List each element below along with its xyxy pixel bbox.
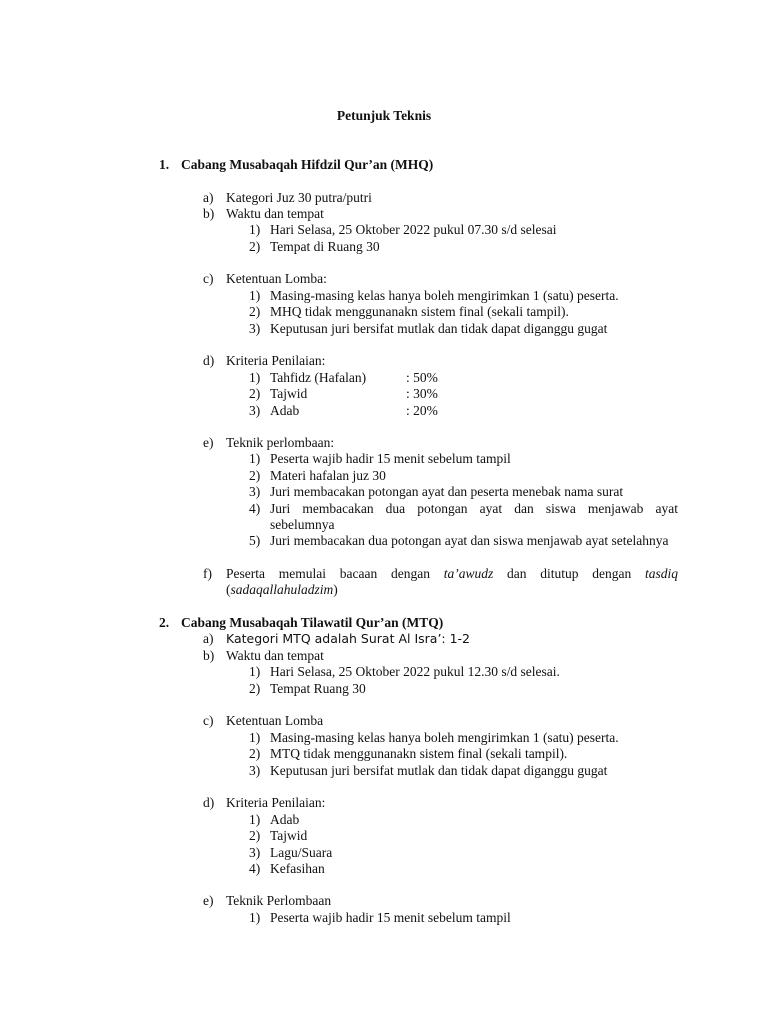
- section-1-heading: 1. Cabang Musabaqah Hifdzil Qur’an (MHQ): [159, 157, 434, 172]
- s1-item-d: d) Kriteria Penilaian:: [203, 353, 326, 368]
- s1-e-sub-5: 5) Juri membacakan dua potongan ayat dan siswa menjawab ayat setelahnya: [249, 533, 669, 548]
- s1-e-sub-2: 2) Materi hafalan juz 30: [249, 468, 386, 483]
- s1-e-sub-4-continuation: sebelumnya: [270, 517, 335, 532]
- s1-d-sub-2: 2) Tajwid : 30%: [249, 386, 438, 401]
- s2-b-sub-1: 1) Hari Selasa, 25 Oktober 2022 pukul 12.30 s/d selesai.: [249, 664, 560, 679]
- s1-d-sub-1: 1) Tahfidz (Hafalan) : 50%: [249, 370, 438, 385]
- s2-d-sub-2: 2) Tajwid: [249, 828, 308, 843]
- s1-b-sub-2: 2) Tempat di Ruang 30: [249, 239, 380, 254]
- s1-item-c: c) Ketentuan Lomba:: [203, 271, 327, 286]
- s2-item-d: d) Kriteria Penilaian:: [203, 795, 326, 810]
- s1-item-f-continuation: (sadaqallahuladzim): [226, 582, 338, 597]
- page-title: Petunjuk Teknis: [336, 108, 432, 123]
- s1-c-sub-2: 2) MHQ tidak menggunanakn sistem final (sekali tampil).: [249, 304, 569, 319]
- s1-e-sub-3: 3) Juri membacakan potongan ayat dan peserta menebak nama surat: [249, 484, 624, 499]
- s1-e-sub-4-text: Juri membacakan dua potongan ayat dan siswa menjawab ayat: [270, 501, 678, 516]
- s2-c-sub-1: 1) Masing-masing kelas hanya boleh mengirimkan 1 (satu) peserta.: [249, 730, 619, 745]
- s1-item-f-label: f): [203, 566, 212, 581]
- s2-d-sub-4: 4) Kefasihan: [249, 861, 325, 876]
- s2-d-sub-1: 1) Adab: [249, 812, 300, 827]
- s2-b-sub-2: 2) Tempat Ruang 30: [249, 681, 366, 696]
- s1-b-sub-1: 1) Hari Selasa, 25 Oktober 2022 pukul 07.30 s/d selesai: [249, 222, 557, 237]
- s2-item-b: b) Waktu dan tempat: [203, 648, 324, 663]
- s1-item-b: b) Waktu dan tempat: [203, 206, 324, 221]
- section-2-heading: 2. Cabang Musabaqah Tilawatil Qur’an (MTQ): [159, 615, 444, 630]
- s2-e-sub-1: 1) Peserta wajib hadir 15 menit sebelum tampil: [249, 910, 511, 925]
- s1-e-sub-4-label: 4): [249, 501, 261, 516]
- s1-item-e: e) Teknik perlombaan:: [203, 435, 335, 450]
- s2-d-sub-3: 3) Lagu/Suara: [249, 845, 333, 860]
- s1-c-sub-3: 3) Keputusan juri bersifat mutlak dan tidak dapat diganggu gugat: [249, 321, 608, 336]
- s2-c-sub-3: 3) Keputusan juri bersifat mutlak dan tidak dapat diganggu gugat: [249, 763, 608, 778]
- s1-e-sub-1: 1) Peserta wajib hadir 15 menit sebelum tampil: [249, 451, 511, 466]
- s2-item-e: e) Teknik Perlombaan: [203, 893, 332, 908]
- s1-c-sub-1: 1) Masing-masing kelas hanya boleh mengirimkan 1 (satu) peserta.: [249, 288, 619, 303]
- s2-c-sub-2: 2) MTQ tidak menggunanakn sistem final (sekali tampil).: [249, 746, 568, 761]
- s2-item-c: c) Ketentuan Lomba: [203, 713, 324, 728]
- s2-item-a: a) Kategori MTQ adalah Surat Al Isra’: 1-2: [203, 631, 471, 646]
- s1-item-a: a) Kategori Juz 30 putra/putri: [203, 190, 372, 205]
- s1-d-sub-3: 3) Adab : 20%: [249, 403, 438, 418]
- s1-item-f-text: Peserta memulai bacaan dengan ta’awudz dan ditutup dengan tasdiq: [226, 566, 679, 581]
